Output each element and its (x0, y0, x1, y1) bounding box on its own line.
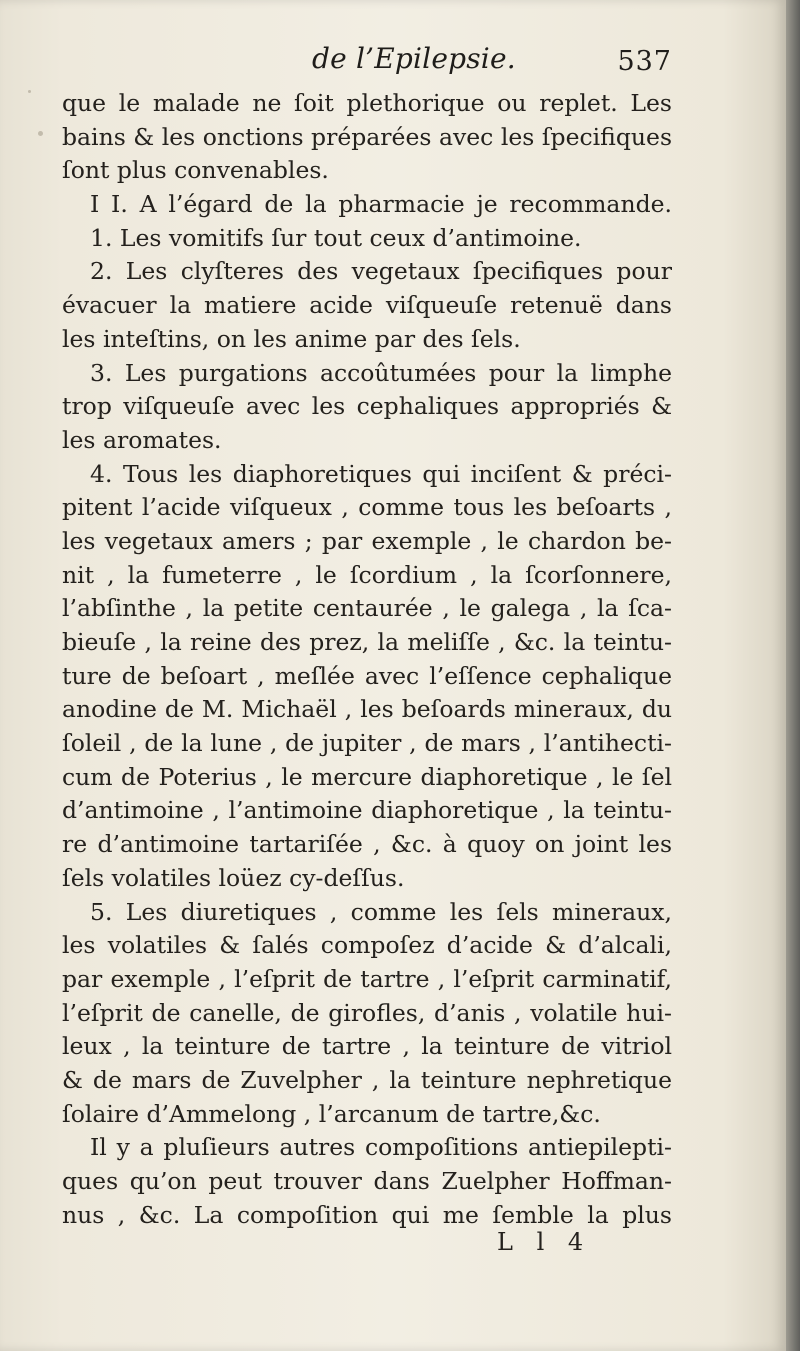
text-line: 4. Tous les diaphoretiques qui inciſent & préci- (90, 459, 672, 488)
text-line: Il y a pluſieurs autres compoſitions antiepilepti- (90, 1133, 672, 1162)
text-line: leux , la teinture de tartre , la teinture de vitriol (62, 1032, 672, 1061)
text-line: ture de beſoart , meſlée avec l’eſſence cephalique (62, 661, 672, 690)
text-line: ques qu’on peut trouver dans Zuelpher Hoffman- (62, 1167, 672, 1195)
text-line: par exemple , l’eſprit de tartre , l’eſprit carminatif, (62, 964, 672, 993)
text-line: les volatiles & ſalés compoſez d’acide & d’alcali, (62, 931, 672, 960)
text-line: trop viſqueuſe avec les cephaliques appropriés & (62, 392, 672, 421)
text-line: re d’antimoine tartariſée , &c. à quoy on joint les (62, 830, 672, 859)
running-title: de l’Epilepsie. (312, 42, 516, 75)
text-line: 2. Les clyſteres des vegetaux ſpecifiques pour (90, 257, 672, 286)
text-line: que le malade ne ſoit plethorique ou replet. Les (62, 89, 672, 117)
text-line: pitent l’acide viſqueux , comme tous les beſoarts , (62, 493, 672, 522)
text-line: ſolaire d’Ammelong , l’arcanum de tartre,&c. (62, 1099, 601, 1128)
text-line: & de mars de Zuvelpher , la teinture nephretique (62, 1065, 672, 1094)
signature-mark: L l 4 (497, 1228, 592, 1256)
text-line: l’eſprit de canelle, de girofles, d’anis , volatile hui- (62, 998, 672, 1027)
paper-stain (28, 90, 31, 93)
page-header (62, 42, 672, 84)
text-line: ſont plus convenables. (62, 156, 329, 185)
book-edge (786, 0, 800, 1351)
text-line: 5. Les diuretiques , comme les ſels mineraux, (90, 897, 672, 926)
text-line: les inteſtins, on les anime par des ſels. (62, 324, 521, 353)
text-line: anodine de M. Michaël , les beſoards mineraux, du (62, 695, 672, 724)
text-line: ſels volatiles loüez cy-deſſus. (62, 863, 405, 892)
body-text (62, 87, 672, 1232)
text-line: les aromates. (62, 425, 222, 454)
text-line: les vegetaux amers ; par exemple , le chardon be- (62, 526, 672, 555)
text-line: nit , la fumeterre , le ſcordium , la ſcorſonnere, (62, 560, 672, 589)
text-line: 3. Les purgations accoûtumées pour la limphe (90, 358, 672, 387)
text-line: cum de Poterius , le mercure diaphoretique , le ſel (62, 762, 672, 791)
text-line: bieuſe , la reine des prez, la meliſſe , &c. la teintu- (62, 628, 672, 656)
text-line: I I. A l’égard de la pharmacie je recommande. (90, 190, 672, 219)
text-line: ſoleil , de la lune , de jupiter , de mars , l’antihecti- (62, 729, 672, 758)
paper-stain (38, 131, 43, 136)
text-line: bains & les onctions préparées avec les ſpecifiques (62, 122, 672, 151)
text-line: nus , &c. La compoſition qui me ſemble la plus (62, 1200, 672, 1229)
page-number: 537 (617, 46, 672, 77)
text-line: l’abſinthe , la petite centaurée , le galega , la ſca- (62, 594, 672, 623)
text-line: 1. Les vomitifs ſur tout ceux d’antimoine. (90, 223, 582, 252)
text-line: évacuer la matiere acide viſqueuſe retenuë dans (62, 291, 672, 320)
text-line: d’antimoine , l’antimoine diaphoretique , la teintu- (62, 796, 672, 825)
